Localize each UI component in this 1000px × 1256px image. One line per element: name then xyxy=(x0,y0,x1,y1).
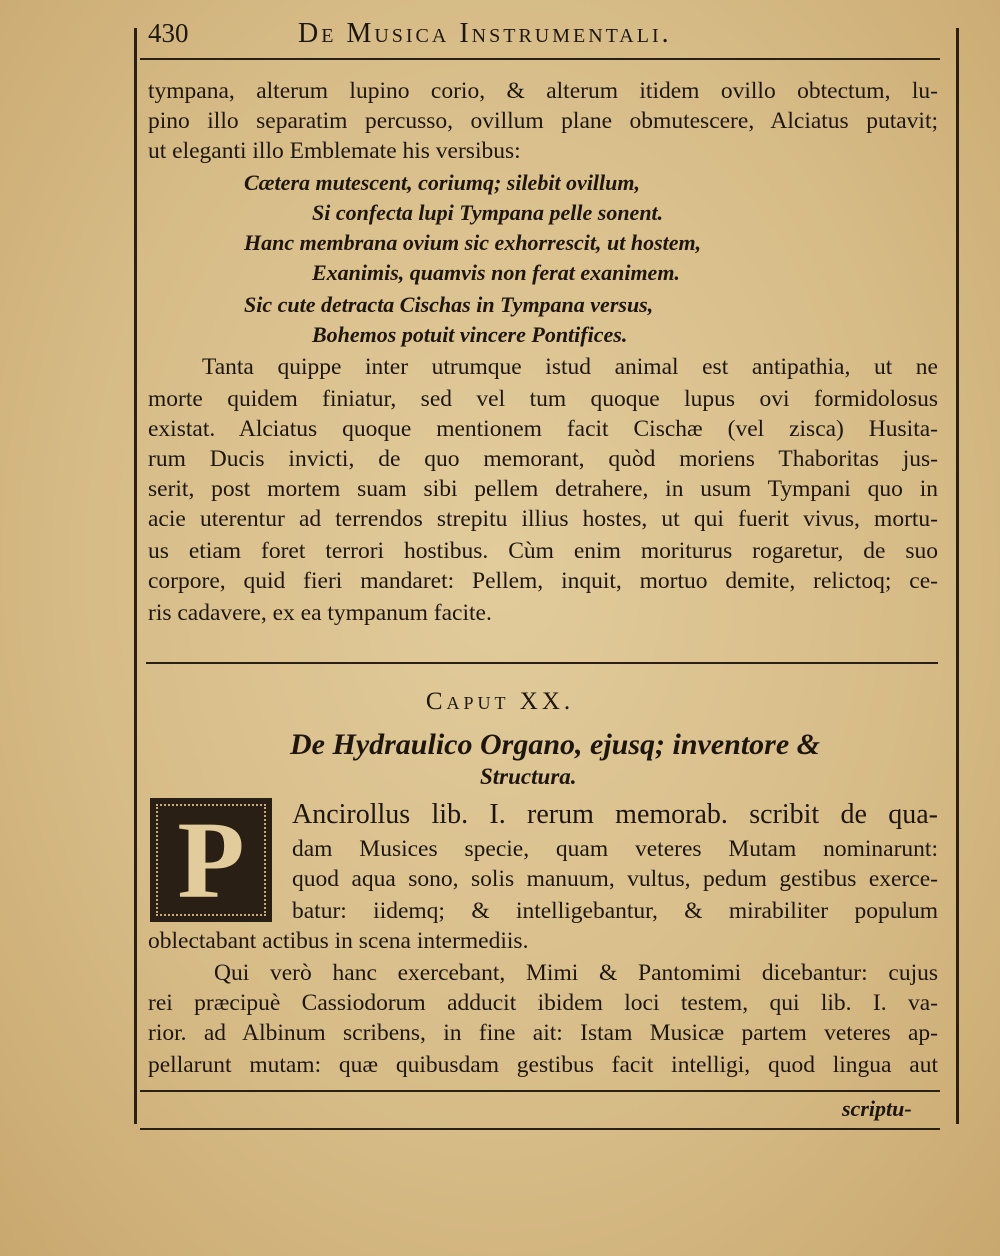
page-number: 430 xyxy=(148,18,189,48)
verse-line: Bohemos potuit vincere Pontifices. xyxy=(312,322,628,347)
text-line: oblectabant actibus in scena intermediis. xyxy=(148,928,529,954)
chapter-title-continued: Structura. xyxy=(480,764,577,789)
chapter-heading: Caput XX. xyxy=(425,688,575,715)
header-rule xyxy=(140,58,940,60)
text-line: morte quidem finiatur, sed vel tum quoque lupus ovi formidolosus xyxy=(148,386,938,412)
text-line: existat. Alciatus quoque mentionem facit Cischæ (vel zisca) Husita- xyxy=(148,416,938,442)
text-line: ut eleganti illo Emblemate his versibus: xyxy=(148,138,521,164)
running-head xyxy=(148,18,938,52)
bottom-rule xyxy=(140,1128,940,1130)
left-border-rule xyxy=(134,28,137,1124)
footer-rule xyxy=(140,1090,940,1092)
text-line: pino illo separatim percusso, ovillum plane obmutescere, Alciatus putavit; xyxy=(148,108,938,134)
verse-line: Si confecta lupi Tympana pelle sonent. xyxy=(312,200,664,225)
text-line: tympana, alterum lupino corio, & alterum itidem ovillo obtectum, lu- xyxy=(148,78,938,104)
initial-letter: P xyxy=(177,799,245,921)
text-line: Ancirollus lib. I. rerum memorab. scribit de qua- xyxy=(292,799,938,830)
text-line: rior. ad Albinum scribens, in fine ait: Istam Musicæ partem veteres ap- xyxy=(148,1020,938,1046)
verse-line: Exanimis, quamvis non ferat exanimem. xyxy=(312,260,680,285)
text-line: rei præcipuè Cassiodorum adducit ibidem loci testem, qui lib. I. va- xyxy=(148,990,938,1016)
decorated-initial xyxy=(150,798,272,922)
text-line: quod aqua sono, solis manuum, vultus, pedum gestibus exerce- xyxy=(292,866,938,892)
verse-line: Cætera mutescent, coriumq; silebit ovillum, xyxy=(244,170,640,195)
right-border-rule xyxy=(956,28,959,1124)
text-line: us etiam foret terrori hostibus. Cùm enim moriturus rogaretur, de suo xyxy=(148,538,938,564)
text-line: ris cadavere, ex ea tympanum facite. xyxy=(148,600,492,626)
running-title: De Musica Instrumentali. xyxy=(298,18,672,49)
text-line: Qui verò hanc exercebant, Mimi & Pantomimi dicebantur: cujus xyxy=(214,960,938,986)
catchword: scriptu- xyxy=(842,1096,912,1121)
text-line: batur: iidemq; & intelligebantur, & mirabiliter populum xyxy=(292,898,938,924)
text-line: acie uterentur ad terrendos strepitu illius hostes, ut qui fuerit vivus, mortu- xyxy=(148,506,938,532)
section-rule xyxy=(146,662,938,664)
text-line: corpore, quid fieri mandaret: Pellem, inquit, mortuo demite, relictoq; ce- xyxy=(148,568,938,594)
text-line: dam Musices specie, quam veteres Mutam nominarunt: xyxy=(292,836,938,862)
text-line: Tanta quippe inter utrumque istud animal est antipathia, ut ne xyxy=(202,354,938,380)
verse-line: Hanc membrana ovium sic exhorrescit, ut hostem, xyxy=(244,230,702,255)
verse-line: Sic cute detracta Cischas in Tympana versus, xyxy=(244,292,654,317)
text-line: pellarunt mutam: quæ quibusdam gestibus facit intelligi, quod lingua aut xyxy=(148,1052,938,1078)
text-line: rum Ducis invicti, de quo memorant, quòd moriens Thaboritas jus- xyxy=(148,446,938,472)
chapter-title: De Hydraulico Organo, ejusq; inventore & xyxy=(290,728,820,761)
text-line: serit, post mortem suam sibi pellem detrahere, in usum Tympani quo in xyxy=(148,476,938,502)
